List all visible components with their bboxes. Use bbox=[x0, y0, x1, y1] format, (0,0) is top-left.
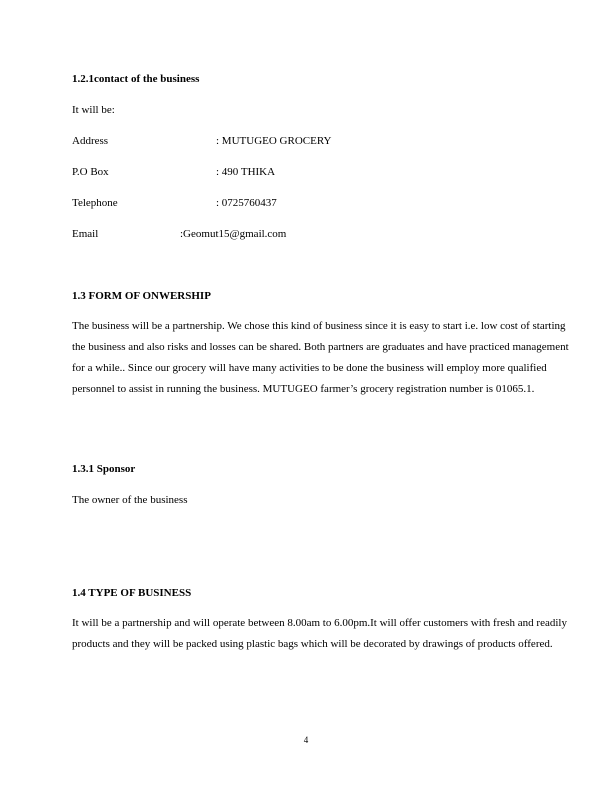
business-type-paragraph: It will be a partnership and will operate between 8.00am to 6.00pm.It will offer customers with fresh and readily products and they will be packed using plastic bags which will be decorated by drawings of products offered. bbox=[72, 617, 567, 650]
sponsor-heading: 1.3.1 Sponsor bbox=[72, 463, 136, 475]
po-box-label: P.O Box bbox=[72, 166, 109, 178]
ownership-paragraph: The business will be a partnership. We chose this kind of business since it is easy to start i.e. low cost of starting the business and also risks and losses can be shared. Both partners are graduates and have practiced management for a while.. Since our grocery will have many activities to be done the business will employ more qualified personnel to assist in running the business. MUTUGEO farmer’s grocery registration number is 01065.1. bbox=[72, 320, 569, 395]
telephone-label: Telephone bbox=[72, 197, 118, 209]
ownership-heading: 1.3 FORM OF ONWERSHIP bbox=[72, 290, 211, 302]
po-box-value: : 490 THIKA bbox=[216, 166, 276, 178]
page-number: 4 bbox=[303, 735, 309, 745]
address-value: : MUTUGEO GROCERY bbox=[216, 135, 332, 147]
business-type-heading: 1.4 TYPE OF BUSINESS bbox=[72, 587, 192, 599]
contact-intro: It will be: bbox=[72, 104, 115, 116]
address-label: Address bbox=[72, 135, 109, 147]
sponsor-paragraph: The owner of the business bbox=[72, 494, 188, 506]
contact-heading: 1.2.1contact of the business bbox=[72, 73, 200, 85]
email-value: :Geomut15@gmail.com bbox=[180, 228, 287, 240]
email-label: Email bbox=[72, 228, 99, 240]
telephone-value: : 0725760437 bbox=[216, 197, 277, 209]
